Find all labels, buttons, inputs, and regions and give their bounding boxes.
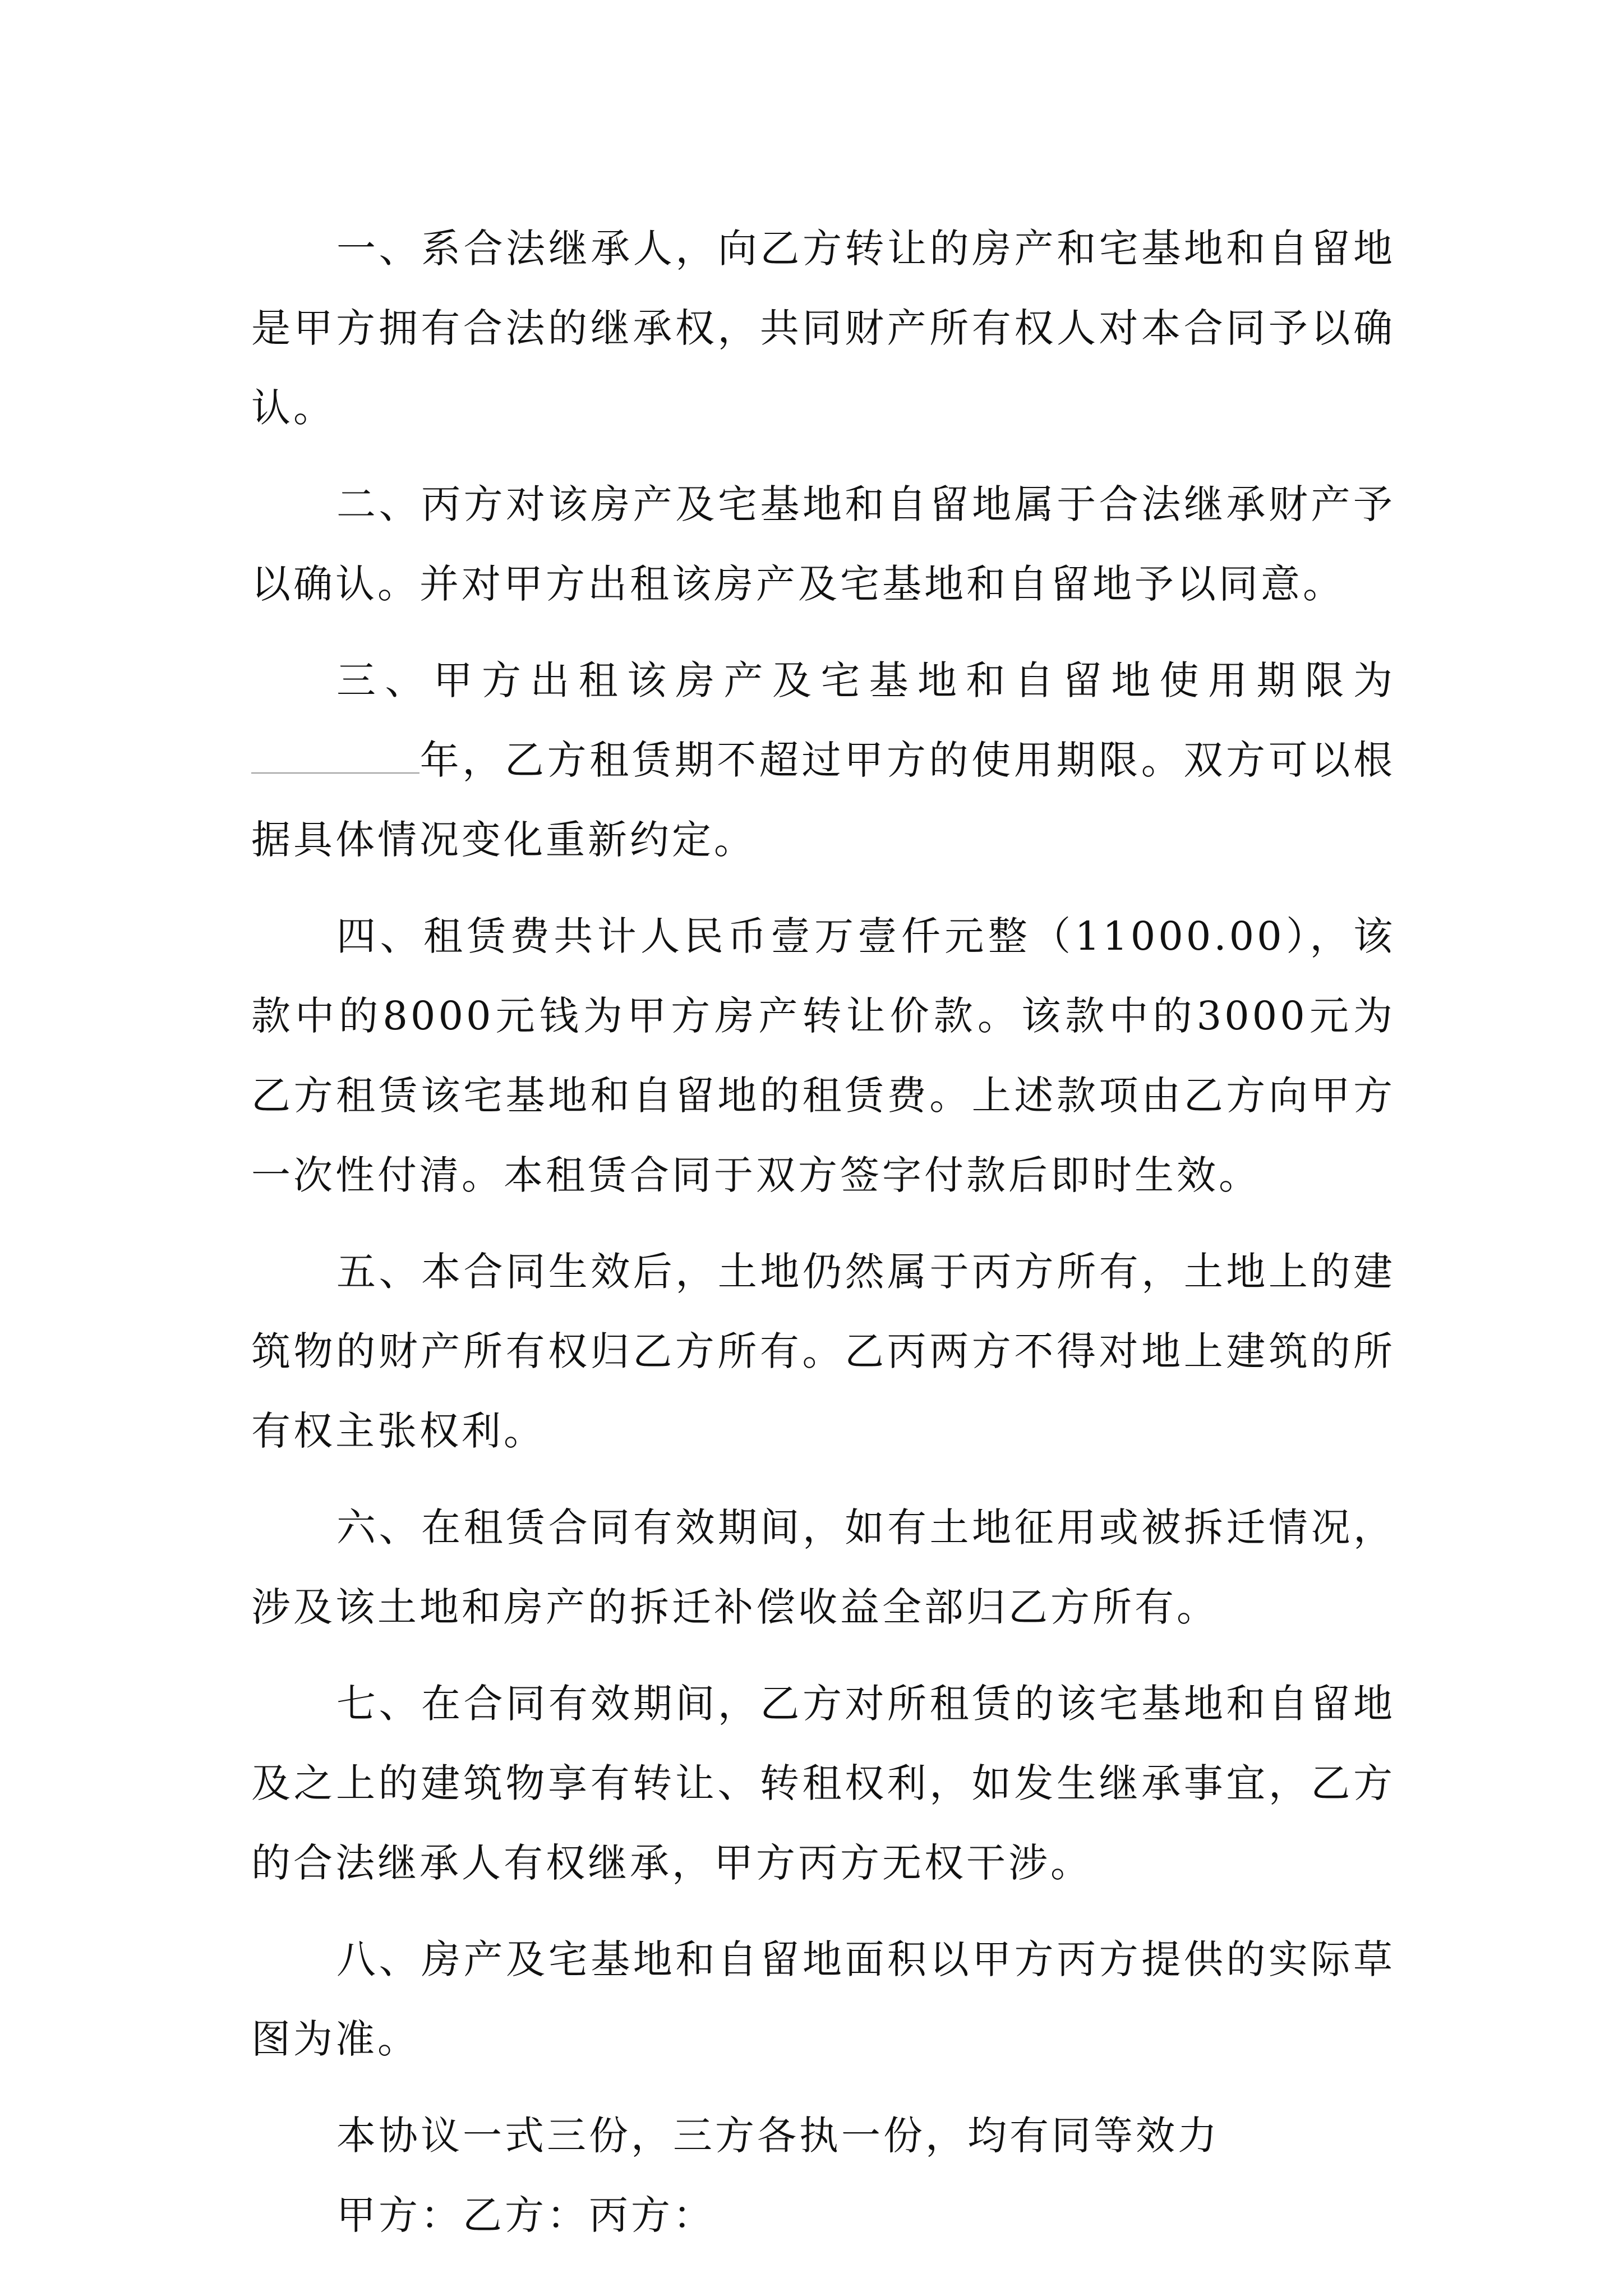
clause-8: 八、房产及宅基地和自留地面积以甲方丙方提供的实际草图为准。	[251, 1936, 1395, 2062]
clause-2: 二、丙方对该房产及宅基地和自留地属于合法继承财产予以确认。并对甲方出租该房产及宅基地和自留地予以同意。	[251, 481, 1395, 607]
contract-page	[251, 209, 1395, 2255]
clause-4: 四、租赁费共计人民币壹万壹仟元整（11000.00），该款中的8000元钱为甲方房产转让价款。该款中的3000元为乙方租赁该宅基地和自留地的租赁费。上述款项由乙方向甲方一次性付清。本租赁合同于双方签字付款后即时生效。	[251, 913, 1395, 1198]
clause-3	[251, 641, 1395, 880]
signature-line: 甲方：乙方：丙方：	[336, 2192, 715, 2238]
clause-3-part-2: 年，乙方租赁期不超过甲方的使用期限。双方可以根据具体情况变化重新约定。	[251, 737, 1395, 863]
copies-statement: 本协议一式三份，三方各执一份，均有同等效力	[336, 2113, 1220, 2159]
clause-6: 六、在租赁合同有效期间，如有土地征用或被拆迁情况，涉及该土地和房产的拆迁补偿收益全部归乙方所有。	[251, 1504, 1395, 1630]
clause-5: 五、本合同生效后，土地仍然属于丙方所有，土地上的建筑物的财产所有权归乙方所有。乙丙两方不得对地上建筑的所有权主张权利。	[251, 1249, 1395, 1454]
term-years-blank	[251, 739, 419, 774]
clause-3-part-1: 三、甲方出租该房产及宅基地和自留地使用期限为	[336, 657, 1395, 703]
clause-7: 七、在合同有效期间，乙方对所租赁的该宅基地和自留地及之上的建筑物享有转让、转租权利，如发生继承事宜，乙方的合法继承人有权继承，甲方丙方无权干涉。	[251, 1681, 1395, 1886]
clause-1: 一、系合法继承人，向乙方转让的房产和宅基地和自留地是甲方拥有合法的继承权，共同财产所有权人对本合同予以确认。	[251, 226, 1395, 431]
